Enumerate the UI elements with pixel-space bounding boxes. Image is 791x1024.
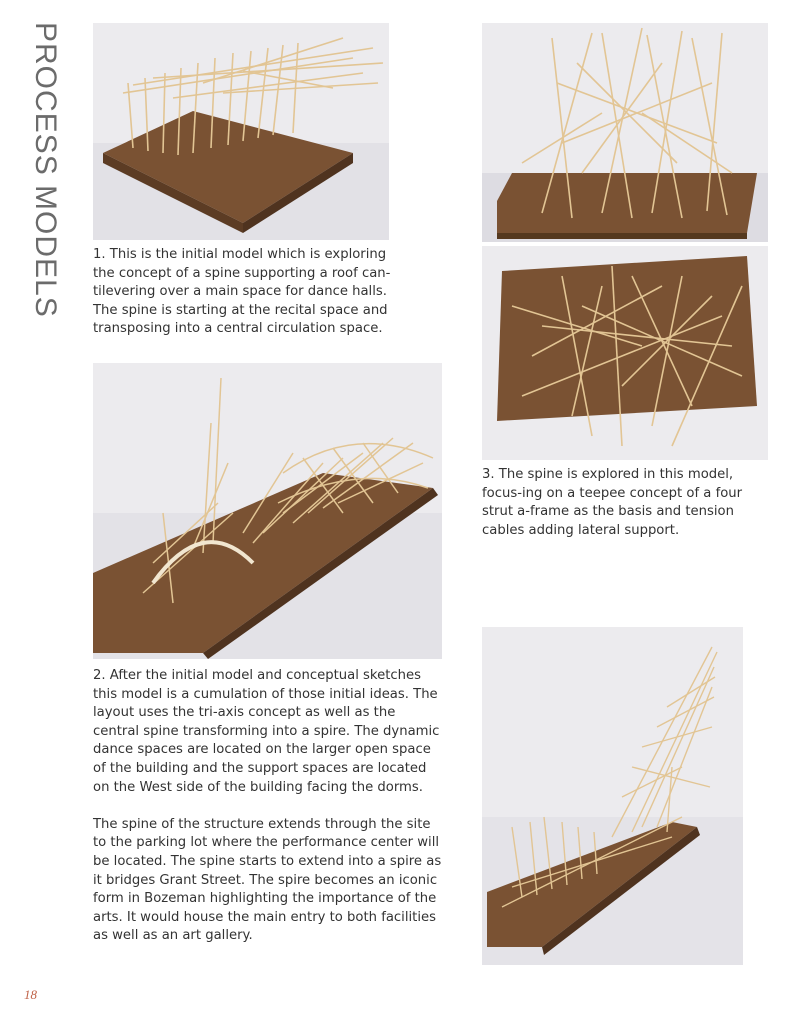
spire-model-photo: [482, 627, 743, 965]
model-3-caption: [482, 466, 772, 540]
model-1-caption-text: 1. This is the initial model which is exploring the concept of a spine supporting a roof can-tilevering over a main space for dance halls. The spine is starting at the recital space and transposing into a central circulation space.: [93, 247, 391, 337]
page-number: 18: [24, 987, 37, 1002]
model-2-photo: [93, 363, 442, 659]
page-title: PROCESS MODELS: [29, 22, 62, 318]
model-1-photo: [93, 23, 389, 240]
model-3-caption-text: 3. The spine is explored in this model, focus-ing on a teepee concept of a four strut a-frame as the basis and tension cables adding lateral support.: [482, 467, 743, 538]
model-3-top-photo: [482, 246, 768, 460]
model-2-caption-paragraph-2: The spine of the structure extends through the site to the parking lot where the performance center will be located. The spine starts to extend into a spire as it bridges Grant Street. The spire becomes an iconic form in Bozeman highlighting the importance of the arts. It would house the main entry to both facilities as well as an art gallery.: [93, 816, 442, 944]
model-3-front-photo: [482, 23, 768, 242]
model-1-caption: [93, 246, 393, 339]
model-2-caption-paragraph-1: 2. After the initial model and conceptual sketches this model is a cumulation of those initial ideas. The layout uses the tri-axis concept as well as the central spine transforming into a spire. The dynamic dance spaces are located on the larger open space of the building and the support spaces are located on the West side of the building facing the dorms.: [93, 668, 440, 795]
model-2-caption: [93, 667, 443, 946]
